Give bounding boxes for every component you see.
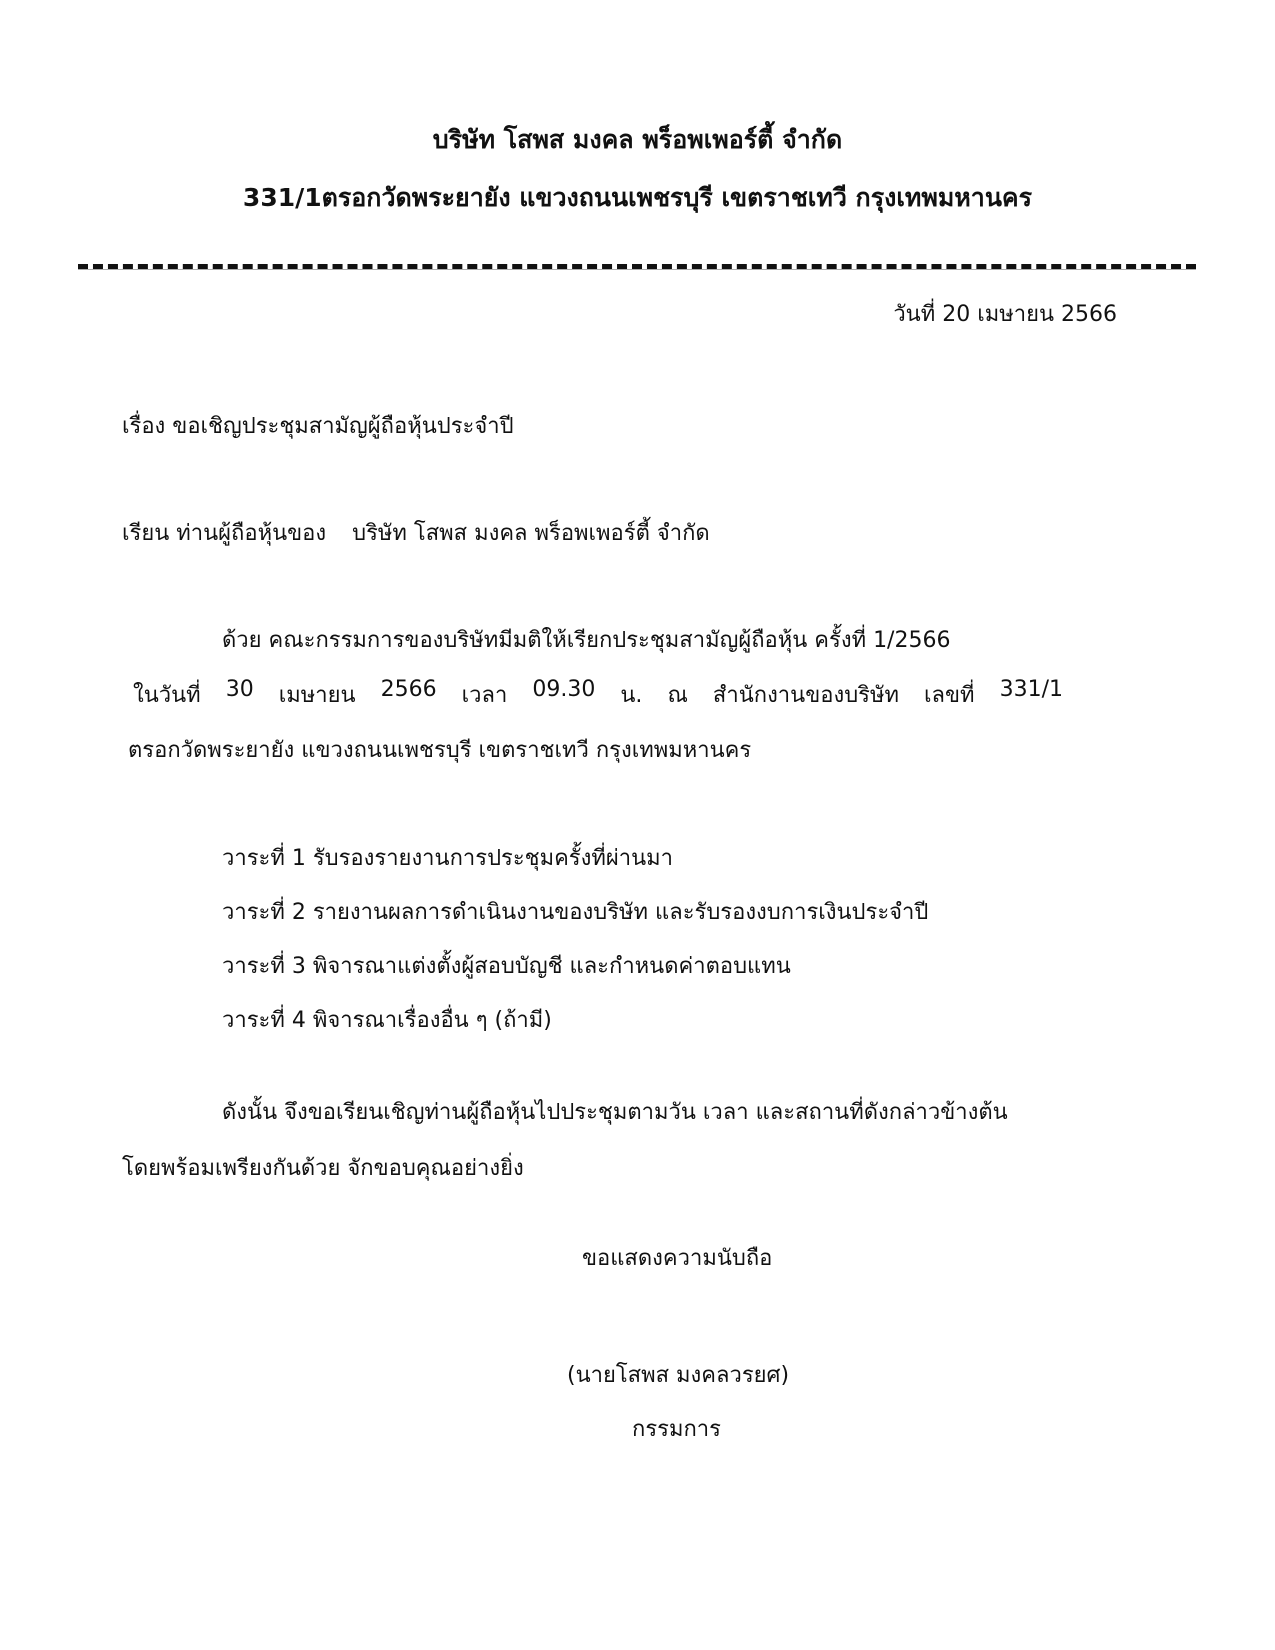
body-line-2 — [133, 677, 1063, 712]
agenda-item-1: วาระที่ 1 รับรองรายงานการประชุมครั้งที่ผ่านมา — [222, 846, 674, 871]
body-line-2-part: 331/1 — [999, 677, 1063, 702]
closing-line-1: ดังนั้น จึงขอเรียนเชิญท่านผู้ถือหุ้นไปประชุมตามวัน เวลา และสถานที่ดังกล่าวข้างต้น — [222, 1100, 1008, 1125]
signatory-title: กรรมการ — [632, 1417, 721, 1442]
letter-subject: เรื่อง ขอเชิญประชุมสามัญผู้ถือหุ้นประจำปี — [122, 414, 514, 439]
letter-recipient — [122, 515, 710, 550]
body-line-2-part: 2566 — [380, 677, 437, 702]
recipient-company: บริษัท โสพส มงคล พร็อพเพอร์ตี้ จำกัด — [352, 521, 710, 546]
body-line-2-part: 09.30 — [532, 677, 596, 702]
agenda-item-2: วาระที่ 2 รายงานผลการดำเนินงานของบริษัท และรับรองงบการเงินประจำปี — [222, 900, 929, 925]
company-address: 331/1ตรอกวัดพระยายัง แขวงถนนเพชรบุรี เขตราชเทวี กรุงเทพมหานคร — [242, 183, 1033, 212]
body-line-2-part: ในวันที่ — [133, 683, 201, 708]
body-line-2-part: เวลา — [461, 683, 508, 708]
agenda-item-4: วาระที่ 4 พิจารณาเรื่องอื่น ๆ (ถ้ามี) — [222, 1008, 552, 1033]
body-line-2-part: เมษายน — [278, 683, 356, 708]
recipient-prefix: เรียน ท่านผู้ถือหุ้นของ — [122, 521, 327, 546]
body-line-3: ตรอกวัดพระยายัง แขวงถนนเพชรบุรี เขตราชเทวี กรุงเทพมหานคร — [128, 738, 752, 763]
body-line-2-part: ณ — [667, 683, 688, 708]
body-line-2-part: 30 — [225, 677, 254, 702]
signature-salutation: ขอแสดงความนับถือ — [582, 1246, 773, 1271]
agenda-item-3: วาระที่ 3 พิจารณาแต่งตั้งผู้สอบบัญชี และกำหนดค่าตอบแทน — [222, 954, 791, 979]
signatory-name: (นายโสพส มงคลวรยศ) — [567, 1363, 790, 1388]
letter-date: วันที่ 20 เมษายน 2566 — [893, 302, 1117, 327]
header-divider-underline — [78, 269, 1196, 270]
body-line-1: ด้วย คณะกรรมการของบริษัทมีมติให้เรียกประชุมสามัญผู้ถือหุ้น ครั้งที่ 1/2566 — [222, 628, 951, 653]
body-line-2-part: เลขที่ — [924, 683, 975, 708]
body-line-2-part: น. — [620, 683, 643, 708]
body-line-2-part: สำนักงานของบริษัท — [712, 683, 899, 708]
company-name: บริษัท โสพส มงคล พร็อพเพอร์ตี้ จำกัด — [432, 125, 843, 154]
closing-line-2: โดยพร้อมเพรียงกันด้วย จักขอบคุณอย่างยิ่ง — [122, 1156, 524, 1181]
